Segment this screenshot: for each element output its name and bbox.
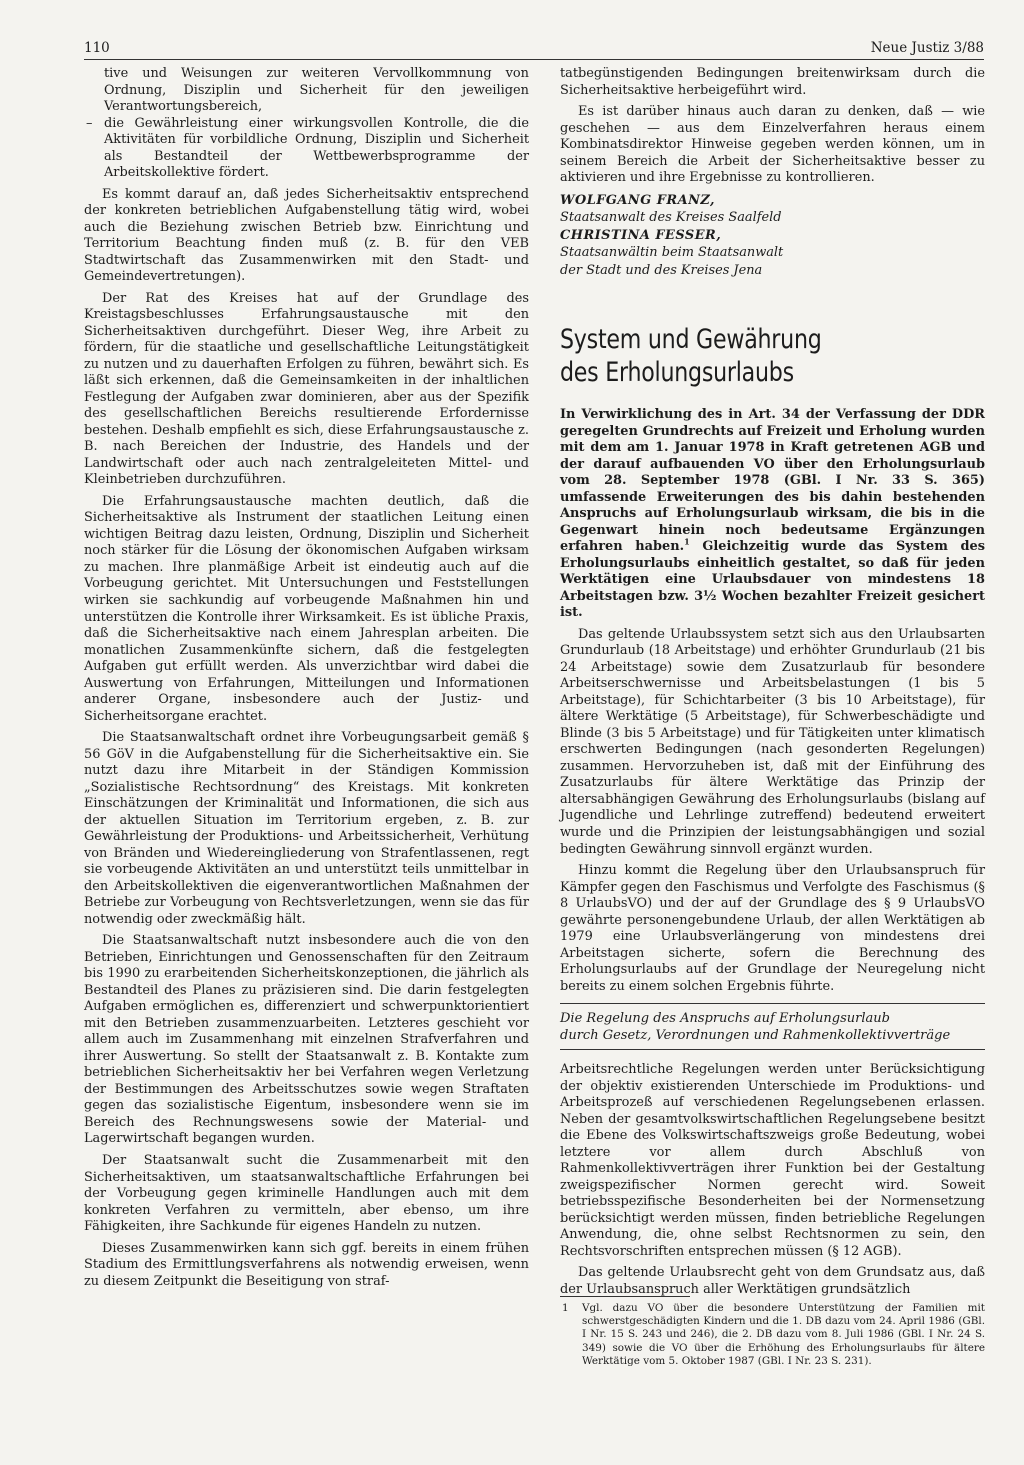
bullet-list [84,66,529,182]
author-name: CHRISTINA FESSER, [560,227,722,243]
list-item: – die Gewährleistung einer wirkungsvollen Kontrolle, die die Aktivitäten für vorbildliche Ordnung, Disziplin und Sicherheit als Bestandteil der Wettbewerbsprogramme der Arbeitskollektive fördert. [84,116,529,182]
paragraph: Die Staatsanwaltschaft nutzt insbesondere auch die von den Betrieben, Einrichtungen und Genossenschaften für den Zeitraum bis 1990 zu erarbeitenden Sicherheitskonzeptionen, die jährlich als Bestandteil des Planes zu präzisieren sind. Die darin festgelegten Aufgaben ermöglichen es, differenziert und schwerpunktorientiert mit den Betrieben zusammenzuarbeiten. Letzteres geschieht vor allem auch im Zusammenhang mit einzelnen Strafverfahren und ihrer Auswertung. So stellt der Staatsanwalt z. B. Kontakte zum betrieblichen Sicherheitsaktiv her bei Verfahren wegen Verletzung der Bestimmungen des Arbeitsschutzes sowie wegen Straftaten gegen das sozialistische Eigentum, insbesondere wenn sie im Bereich des Rechnungswesens sowie der Material- und Lagerwirtschaft begangen wurden. [84,933,529,1147]
lead-text: Gleichzeitig wurde das System des Erholungsurlaubs einheitlich gestaltet, so daß für jeden Werktätigen eine Urlaubsdauer von mindestens 18 Arbeitstagen bzw. 3½ Wochen bezahlter Freizeit gesichert ist. [560,539,985,621]
paragraph: Das geltende Urlaubssystem setzt sich aus den Urlaubsarten Grundurlaub (18 Arbeitstage) und erhöhter Grundurlaub (21 bis 24 Arbeitstage) sowie dem Zusatzurlaub für besondere Arbeitserschwernisse und Arbeitsbelastungen (1 bis 5 Arbeitstage), für Schichtarbeiter (3 bis 10 Arbeitstage), für ältere Werktätige (5 Arbeitstage), für Schwerbeschädigte und Blinde (3 bis 5 Arbeitstage) und für Tätigkeiten unter klimatisch erschwerten Bedingungen (nach gesonderten Regelungen) zusammen. Hervorzuheben ist, daß mit der Einführung des Zusatzurlaubs für ältere Werktätige das Prinzip der altersabhängigen Gewährung des Erholungsurlaubs (bislang auf Jugendliche und Lehrlinge zutreffend) bedeutend erweitert wurde und die Prinzipien der leistungsabhängigen und sozial bedingten Gewährung sinnvoll ergänzt wurden. [560,626,985,857]
journal-issue: Neue Justiz 3/88 [870,40,984,56]
paragraph: Die Erfahrungsaustausche machten deutlich, daß die Sicherheitsaktive als Instrument der staatlichen Leitung einen wichtigen Beitrag dazu leisten, Ordnung, Disziplin und Sicherheit noch stärker für die Lösung der ökonomischen Aufgaben wirksam zu machen. Ihre planmäßige Arbeit ist eindeutig auch auf die Vorbeugung gerichtet. Mit Untersuchungen und Feststellungen wirken sie sachkundig auf vorbeugende Maßnahmen hin und unterstützen die Kontrolle ihrer Wirksamkeit. Es ist übliche Praxis, daß die Sicherheitsaktive nach einem Jahresplan arbeiten. Die monatlichen Zusammenkünfte sichern, daß die festgelegten Aufgaben gut erfüllt werden. Als unverzichtbar wird dabei die Auswertung von Erfahrungen, Mitteilungen und Informationen anderer Organe, insbesondere auch der Justiz- und Sicherheitsorgane erachtet. [84,493,529,724]
paragraph: Arbeitsrechtliche Regelungen werden unter Berücksichtigung der objektiv existierenden Unterschiede im Produktions- und Arbeitsprozeß auf verschiedenen Regelungsebenen erlassen. Neben der gesamtvolkswirtschaftlichen Regelungsebene besitzt die Ebene des Volkswirtschaftszweigs große Bedeutung, wobei letztere vor allem durch Abschluß von Rahmenkollektivverträgen ihrer Funktion bei der Gestaltung zweigspezifischer Normen gerecht wird. Soweit betriebsspezifische Besonderheiten bei der Normensetzung berücksichtigt werden müssen, finden betriebliche Regelungen Anwendung, die, ohne selbst Rechtsnormen zu sein, den Rechtsvorschriften entsprechen müssen (§ 12 AGB). [560,1062,985,1259]
section-heading [560,1003,985,1050]
paragraph: Der Staatsanwalt sucht die Zusammenarbeit mit den Sicherheitsaktiven, um staatsanwaltschaftliche Erfahrungen bei der Vorbeugung gegen kriminelle Handlungen auch mit dem konkreten Verfahren zu vermitteln, aber ebenso, um ihre Fähigkeiten, ihre Sachkunde für eigenes Handeln zu nutzen. [84,1153,529,1235]
lead-paragraph [560,407,985,622]
list-item: tive und Weisungen zur weiteren Vervollkommnung von Ordnung, Disziplin und Sicherheit für den jeweiligen Verantwortungsbereich, [104,66,529,115]
lead-text: In Verwirklichung des in Art. 34 der Verfassung der DDR geregelten Grundrechts auf Freizeit und Erholung wurden mit dem am 1. Januar 1978 in Kraft getretenen AGB und der darauf aufbauenden VO über den Erholungsurlaub vom 28. September 1978 (GBl. I Nr. 33 S. 365) umfassende Erweiterungen des bis dahin bestehenden Anspruchs auf Erholungsurlaub wirksam, die bis in die Gegenwart hinein noch bedeutsame Ergänzungen erfahren haben. [560,407,985,555]
footnote-number: 1 [562,1302,569,1314]
article-title-line: System und Gewährung [560,324,822,356]
footnote [560,1302,985,1368]
paragraph: Der Rat des Kreises hat auf der Grundlage des Kreistagsbeschlusses Erfahrungsaustausche mit den Sicherheitsaktiven durchgeführt. Dieser Weg, ihre Arbeit zu fördern, für die staatliche und gesellschaftliche Leitungstätigkeit zu nutzen und zu dauerhaften Erfolgen zu führen, bewährt sich. Es läßt sich erkennen, daß die Gemeinsamkeiten in der inhaltlichen Festlegung der Aufgaben zwar dominieren, aber aus der Spezifik des gesellschaftlichen Bereichs resultierende Erfordernisse bestehen. Deshalb empfiehlt es sich, diese Erfahrungsaustausche z. B. nach Bereichen der Industrie, des Handels und der Landwirtschaft oder auch nach zentralgeleiteten Mittel- und Kleinbetrieben durchzuführen. [84,290,529,488]
paragraph: Hinzu kommt die Regelung über den Urlaubsanspruch für Kämpfer gegen den Faschismus und Verfolgte des Faschismus (§ 8 UrlaubsVO) und der auf der Grundlage des § 9 UrlaubsVO gewährte personengebundene Urlaub, der allen Werktätigen ab 1979 eine Urlaubsverlängerung von mindestens drei Arbeitstagen sicherte, sofern die Berechnung des Erholungsurlaubs auf der Grundlage der Neuregelung nicht bereits zu einem solchen Ergebnis führte. [560,863,985,994]
author-role: der Stadt und des Kreises Jena [560,262,763,278]
paragraph: Die Staatsanwaltschaft ordnet ihre Vorbeugungsarbeit gemäß § 56 GöV in die Aufgabenstellung für die Sicherheitsaktive ein. Sie nutzt dazu ihre Mitarbeit in der Ständigen Kommission „Sozialistische Rechtsordnung“ des Kreistags. Mit konkreten Einschätzungen der Kriminalität und Informationen, die sich aus der aktuellen Situation im Territorium ergeben, z. B. zur Gewährleistung der Produktions- und Arbeitssicherheit, Verhütung von Bränden und Wiedereingliederung von Strafentlassenen, regt sie vorbeugende Aktivitäten an und unterstützt teils unmittelbar in den Arbeitskollektiven die eigenverantwortlichen Maßnahmen der Betriebe zur Vorbeugung von Rechtsverletzungen, wenn sie das für notwendig oder zweckmäßig hält. [84,730,529,927]
section-heading-line: Die Regelung des Anspruchs auf Erholungsurlaub [560,1011,890,1027]
author-name: WOLFGANG FRANZ, [560,192,716,208]
footnote-text: Vgl. dazu VO über die besondere Unterstützung der Familien mit schwerstgeschädigten Kindern und die 1. DB dazu vom 24. April 1986 (GBl. I Nr. 15 S. 243 und 246), die 2. DB dazu vom 8. Juli 1986 (GBl. I Nr. 24 S. 349) sowie die VO über die Erhöhung des Erholungsurlaubs für ältere Werktätige vom 5. Oktober 1987 (GBl. I Nr. 23 S. 231). [582,1302,985,1367]
right-column [560,66,985,1303]
page-number: 110 [84,40,110,56]
page-header [84,32,984,60]
footnote-ref[interactable]: 1 [684,536,690,547]
footnote-divider [560,1296,690,1297]
author-block [560,192,985,280]
paragraph: Es ist darüber hinaus auch daran zu denken, daß — wie geschehen — aus dem Einzelverfahren heraus einem Kombinatsdirektor Hinweise gegeben werden können, um in seinem Bereich die Arbeit der Sicherheitsaktive besser zu aktivieren und ihre Ergebnisse zu kontrollieren. [560,104,985,186]
paragraph: Es kommt darauf an, daß jedes Sicherheitsaktiv entsprechend der konkreten betrieblichen Aufgabenstellung tätig wird, wobei auch die Beziehung zwischen Betrieb bzw. Einrichtung und Territorium Beachtung finden muß (z. B. für den VEB Stadtwirtschaft das Zusammenwirken mit den Stadt- und Gemeindevertretungen). [84,186,529,285]
left-column [84,66,529,1295]
author-role: Staatsanwalt des Kreises Saalfeld [560,210,782,226]
author-role: Staatsanwältin beim Staatsanwalt [560,245,784,261]
article-title [560,323,995,389]
paragraph: tatbegünstigenden Bedingungen breitenwirksam durch die Sicherheitsaktive herbeigeführt wird. [560,66,985,98]
paragraph: Das geltende Urlaubsrecht geht von dem Grundsatz aus, daß der Urlaubsanspruch aller Werktätigen grundsätzlich [560,1265,985,1297]
paragraph: Dieses Zusammenwirken kann sich ggf. bereits in einem frühen Stadium des Ermittlungsverfahrens als notwendig erweisen, wenn zu diesem Zeitpunkt die Beseitigung von straf- [84,1240,529,1289]
article-title-line: des Erholungsurlaubs [560,357,794,389]
section-heading-line: durch Gesetz, Verordnungen und Rahmenkollektivverträge [560,1028,951,1044]
